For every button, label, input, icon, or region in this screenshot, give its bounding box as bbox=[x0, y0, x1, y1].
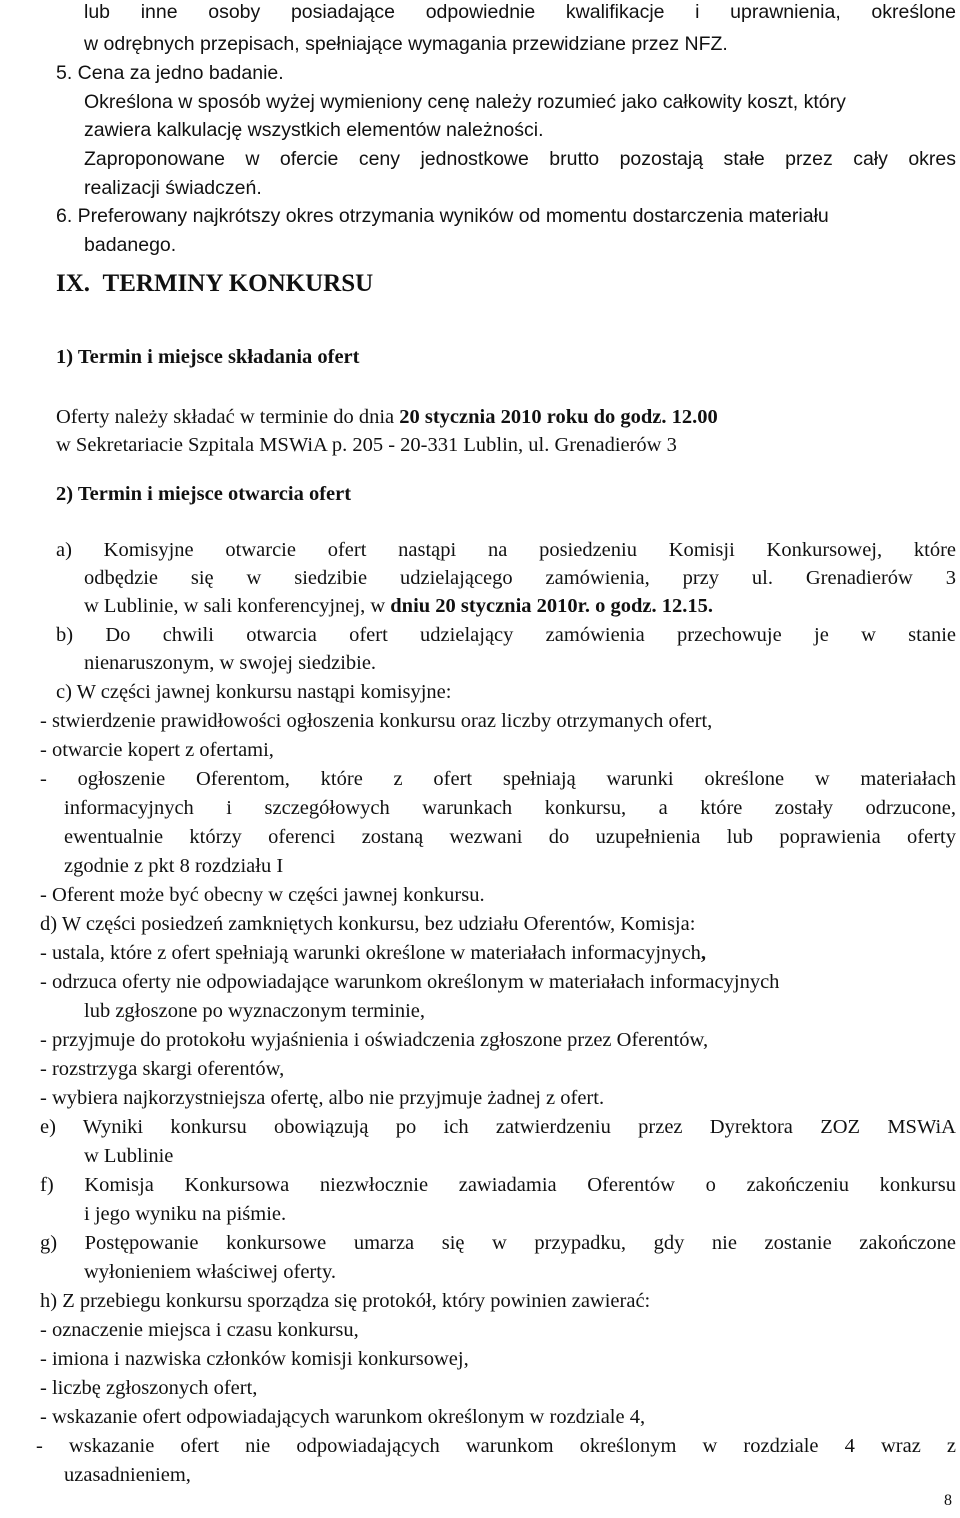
deadline-bold: 20 stycznia 2010 roku do godz. 12.00 bbox=[399, 406, 718, 428]
dash-item-cont: lub zgłoszone po wyznaczonym terminie, bbox=[84, 1000, 425, 1022]
item-f-line: f) Komisja Konkursowa niezwłocznie zawiadamia Oferentów o zakończeniu konkursu bbox=[40, 1174, 956, 1196]
dash-item: - wybiera najkorzystniejsza ofertę, albo nie przyjmuje żadnej z ofert. bbox=[40, 1087, 605, 1109]
dash-item: - wskazanie ofert odpowiadających warunkom określonym w rozdziale 4, bbox=[40, 1406, 646, 1428]
paragraph-line: w odrębnych przepisach, spełniające wymagania przewidziane przez NFZ. bbox=[84, 33, 728, 55]
dash-item: - ogłoszenie Oferentom, które z ofert spełniają warunki określone w materiałach bbox=[40, 768, 956, 790]
item-g-line: g) Postępowanie konkursowe umarza się w przypadku, gdy nie zostanie zakończone bbox=[40, 1232, 956, 1254]
item-a-line: odbędzie się w siedzibie udzielającego zamówienia, przy ul. Grenadierów 3 bbox=[84, 567, 956, 589]
paragraph-line bbox=[56, 405, 718, 429]
text-run-bold: , bbox=[700, 942, 706, 964]
dash-item: - liczbę zgłoszonych ofert, bbox=[40, 1377, 258, 1399]
paragraph-line: Zaproponowane w ofercie ceny jednostkowe brutto pozostają stałe przez cały okres bbox=[84, 148, 956, 170]
paragraph-line: badanego. bbox=[84, 234, 177, 256]
item-f-line: i jego wyniku na piśmie. bbox=[84, 1203, 287, 1225]
dash-item: - Oferent może być obecny w części jawnej konkursu. bbox=[40, 884, 485, 906]
dash-item: - odrzuca oferty nie odpowiadające warunkom określonym w materiałach informacyjnych bbox=[40, 971, 780, 993]
paragraph-line: Określona w sposób wyżej wymieniony cenę należy rozumieć jako całkowity koszt, który bbox=[84, 91, 846, 113]
dash-item: - otwarcie kopert z ofertami, bbox=[40, 739, 274, 761]
dash-item: - stwierdzenie prawidłowości ogłoszenia konkursu oraz liczby otrzymanych ofert, bbox=[40, 710, 713, 732]
subsection-heading-1: 1) Termin i miejsce składania ofert bbox=[56, 346, 360, 368]
section-heading bbox=[56, 272, 373, 296]
item-h-line: h) Z przebiegu konkursu sporządza się protokół, który powinien zawierać: bbox=[40, 1290, 651, 1312]
item-e-line: w Lublinie bbox=[84, 1145, 174, 1167]
item-e-line: e) Wyniki konkursu obowiązują po ich zatwierdzeniu przez Dyrektora ZOZ MSWiA bbox=[40, 1116, 956, 1138]
paragraph-line: lub inne osoby posiadające odpowiednie kwalifikacje i uprawnienia, określone bbox=[84, 1, 956, 23]
dash-item: - rozstrzyga skargi oferentów, bbox=[40, 1058, 285, 1080]
text-run: w Lublinie, w sali konferencyjnej, w bbox=[84, 595, 391, 617]
paragraph-line: w Sekretariacie Szpitala MSWiA p. 205 - 20-331 Lublin, ul. Grenadierów 3 bbox=[56, 434, 677, 456]
paragraph-line: realizacji świadczeń. bbox=[84, 177, 262, 199]
item-c-line: c) W części jawnej konkursu nastąpi komisyjne: bbox=[56, 681, 452, 703]
dash-item: - przyjmuje do protokołu wyjaśnienia i oświadczenia zgłoszone przez Oferentów, bbox=[40, 1029, 709, 1051]
section-title: TERMINY KONKURSU bbox=[102, 270, 374, 297]
dash-item: - wskazanie ofert nie odpowiadających warunkom określonym w rozdziale 4 wraz z bbox=[36, 1435, 956, 1457]
text-run: - ustala, które z ofert spełniają warunki określone w materiałach informacyjnych bbox=[40, 942, 701, 964]
list-item-5: 5. Cena za jedno badanie. bbox=[56, 62, 284, 84]
text-run: Oferty należy składać w terminie do dnia bbox=[56, 406, 400, 428]
dash-item-cont: zgodnie z pkt 8 rozdziału I bbox=[64, 855, 284, 877]
subsection-heading-2: 2) Termin i miejsce otwarcia ofert bbox=[56, 483, 352, 505]
dash-item-cont: informacyjnych i szczegółowych warunkach konkursu, a które zostały odrzucone, bbox=[64, 797, 956, 819]
opening-date-bold: dniu 20 stycznia 2010r. o godz. 12.15. bbox=[390, 595, 713, 617]
section-number: IX. bbox=[56, 270, 91, 297]
item-b-line: nienaruszonym, w swojej siedzibie. bbox=[84, 652, 377, 674]
dash-item bbox=[40, 941, 706, 965]
item-d-line: d) W części posiedzeń zamkniętych konkursu, bez udziału Oferentów, Komisja: bbox=[40, 913, 696, 935]
item-a-line: a) Komisyjne otwarcie ofert nastąpi na posiedzeniu Komisji Konkursowej, które bbox=[56, 539, 956, 561]
paragraph-line: zawiera kalkulację wszystkich elementów należności. bbox=[84, 119, 544, 141]
item-b-line: b) Do chwili otwarcia ofert udzielający zamówienia przechowuje je w stanie bbox=[56, 624, 956, 646]
dash-item-cont: uzasadnieniem, bbox=[64, 1464, 191, 1486]
item-a-line bbox=[84, 594, 713, 618]
page-number: 8 bbox=[944, 1492, 952, 1509]
dash-item: - imiona i nazwiska członków komisji konkursowej, bbox=[40, 1348, 469, 1370]
dash-item: - oznaczenie miejsca i czasu konkursu, bbox=[40, 1319, 359, 1341]
list-item-6: 6. Preferowany najkrótszy okres otrzymania wyników od momentu dostarczenia materiału bbox=[56, 205, 829, 227]
item-g-line: wyłonieniem właściwej oferty. bbox=[84, 1261, 336, 1283]
dash-item-cont: ewentualnie którzy oferenci zostaną wezwani do uzupełnienia lub poprawienia oferty bbox=[64, 826, 956, 848]
